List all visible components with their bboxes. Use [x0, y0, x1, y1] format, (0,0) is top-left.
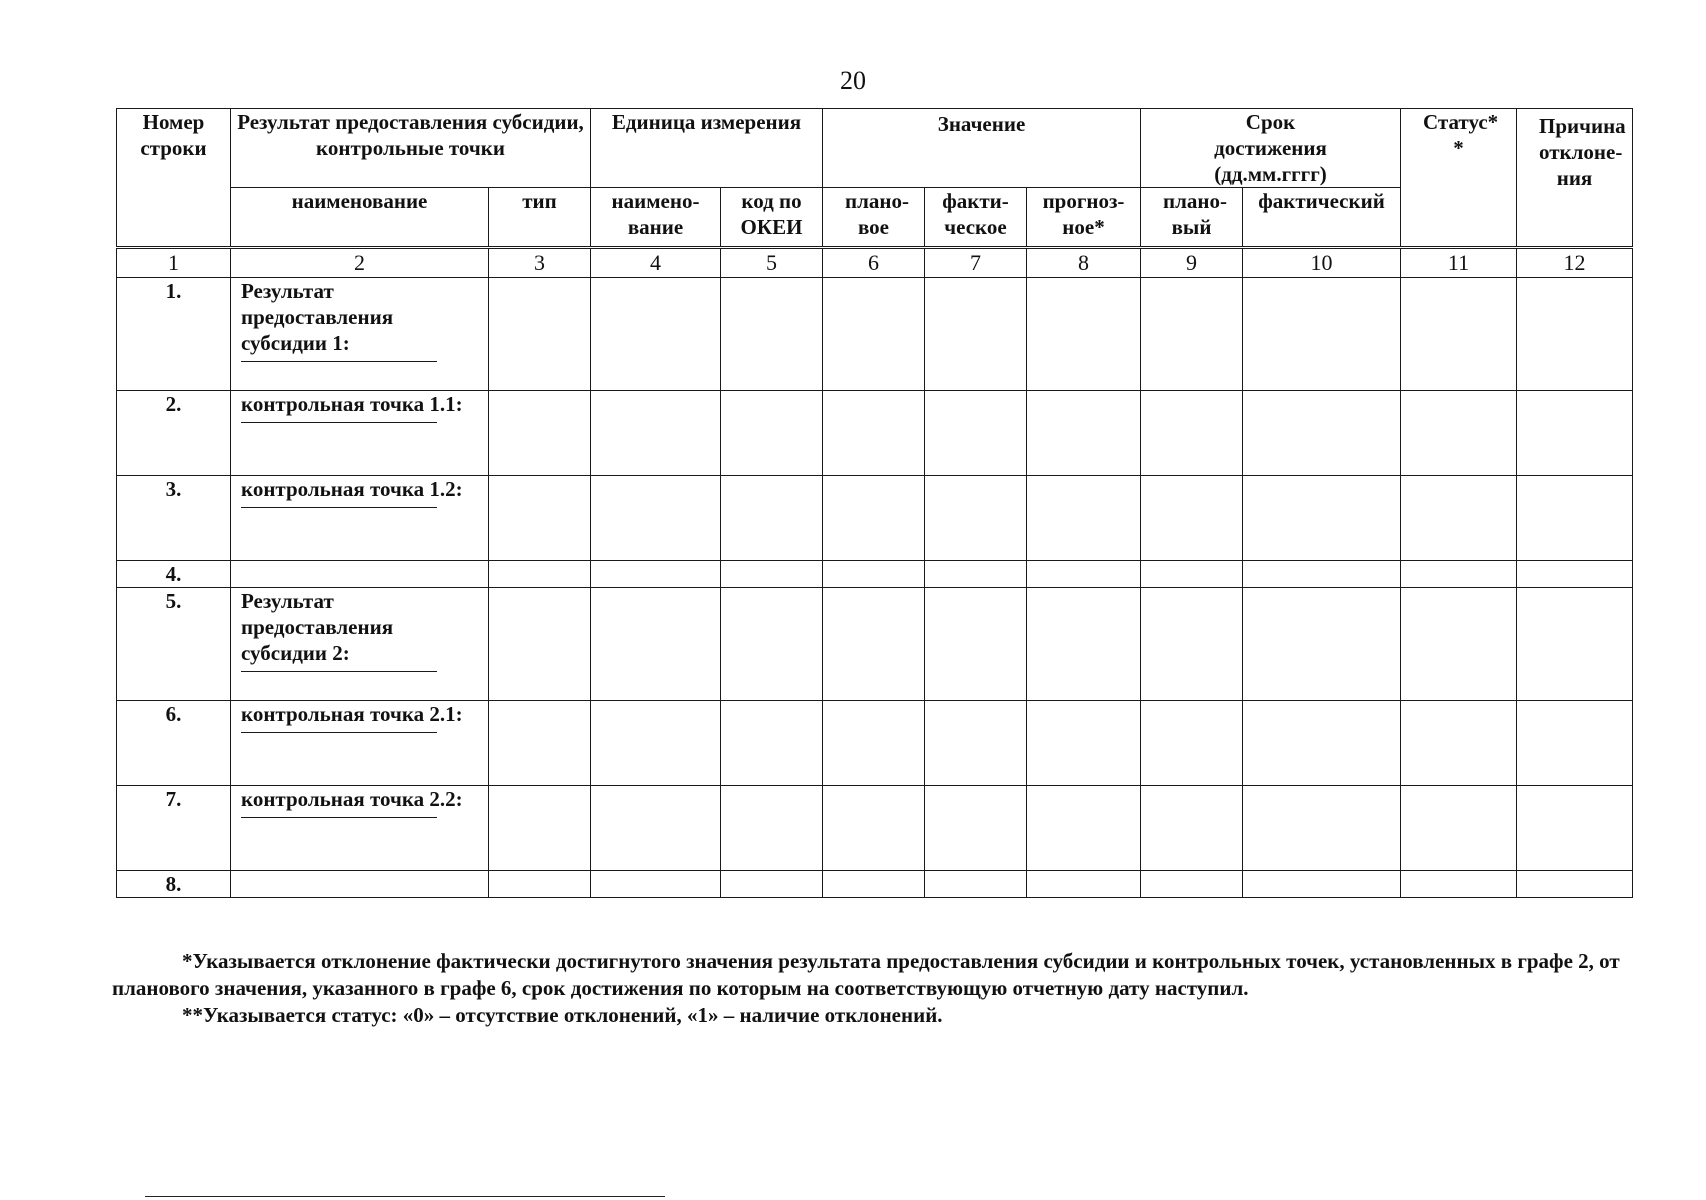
empty-cell[interactable]	[1243, 871, 1401, 898]
table-row	[117, 786, 1633, 871]
empty-cell[interactable]	[925, 871, 1027, 898]
row-number: 3.	[117, 476, 231, 561]
row-name-cell	[231, 476, 489, 561]
bottom-divider	[145, 1196, 665, 1197]
page-number: 20	[840, 66, 866, 95]
empty-cell[interactable]	[1141, 278, 1243, 391]
empty-cell[interactable]	[1027, 786, 1141, 871]
fill-in-line	[241, 816, 437, 818]
empty-cell[interactable]	[489, 278, 591, 391]
empty-cell[interactable]	[1401, 278, 1517, 391]
row-name: контрольная точка 1.1:	[241, 392, 463, 416]
empty-cell[interactable]	[823, 278, 925, 391]
empty-cell[interactable]	[489, 476, 591, 561]
row-name	[231, 561, 489, 588]
report-table	[116, 108, 1633, 898]
row-name-cell	[231, 391, 489, 476]
table-row	[117, 588, 1633, 701]
column-number: 4	[591, 248, 721, 278]
empty-cell[interactable]	[1401, 701, 1517, 786]
column-number: 3	[489, 248, 591, 278]
empty-cell[interactable]	[925, 701, 1027, 786]
empty-cell[interactable]	[591, 871, 721, 898]
empty-cell[interactable]	[1027, 701, 1141, 786]
empty-cell[interactable]	[1243, 278, 1401, 391]
table-row	[117, 561, 1633, 588]
empty-cell[interactable]	[1401, 476, 1517, 561]
empty-cell[interactable]	[489, 871, 591, 898]
column-number: 10	[1243, 248, 1401, 278]
empty-cell[interactable]	[925, 561, 1027, 588]
column-number: 1	[117, 248, 231, 278]
empty-cell[interactable]	[1401, 871, 1517, 898]
empty-cell[interactable]	[1027, 278, 1141, 391]
header-value: Значение	[823, 109, 1141, 188]
row-name: контрольная точка 1.2:	[241, 477, 463, 501]
row-number: 8.	[117, 871, 231, 898]
fill-in-line	[241, 731, 437, 733]
empty-cell[interactable]	[1141, 561, 1243, 588]
empty-cell[interactable]	[1141, 391, 1243, 476]
column-number: 9	[1141, 248, 1243, 278]
column-number: 8	[1027, 248, 1141, 278]
header-unit-name: наимено- вание	[591, 188, 721, 248]
empty-cell[interactable]	[823, 786, 925, 871]
header-status: Статус* *	[1401, 109, 1517, 248]
empty-cell[interactable]	[489, 701, 591, 786]
fill-in-line	[241, 360, 437, 362]
empty-cell[interactable]	[1401, 786, 1517, 871]
empty-cell[interactable]	[1141, 588, 1243, 701]
row-name: контрольная точка 2.2:	[241, 787, 463, 811]
empty-cell[interactable]	[1517, 588, 1633, 701]
empty-cell[interactable]	[721, 278, 823, 391]
empty-cell[interactable]	[591, 476, 721, 561]
row-name: Результат предоставления субсидии 1:	[241, 279, 394, 355]
empty-cell[interactable]	[1141, 786, 1243, 871]
table-row	[117, 391, 1633, 476]
empty-cell[interactable]	[823, 561, 925, 588]
empty-cell[interactable]	[1027, 871, 1141, 898]
header-row-1	[117, 109, 1633, 188]
row-name-cell	[231, 588, 489, 701]
empty-cell[interactable]	[721, 786, 823, 871]
header-planned-value: плано- вое	[823, 188, 925, 248]
empty-cell[interactable]	[1027, 476, 1141, 561]
empty-cell[interactable]	[925, 476, 1027, 561]
empty-cell[interactable]	[591, 588, 721, 701]
empty-cell[interactable]	[1517, 701, 1633, 786]
empty-cell[interactable]	[591, 278, 721, 391]
empty-cell[interactable]	[925, 391, 1027, 476]
header-okei-code: код по ОКЕИ	[721, 188, 823, 248]
table-row	[117, 871, 1633, 898]
empty-cell[interactable]	[1401, 561, 1517, 588]
header-deadline-planned: плано- вый	[1141, 188, 1243, 248]
empty-cell[interactable]	[591, 561, 721, 588]
empty-cell[interactable]	[721, 391, 823, 476]
row-name: Результат предоставления субсидии 2:	[241, 589, 394, 665]
column-number: 5	[721, 248, 823, 278]
empty-cell[interactable]	[1517, 871, 1633, 898]
empty-cell[interactable]	[1243, 561, 1401, 588]
empty-cell[interactable]	[489, 588, 591, 701]
empty-cell[interactable]	[721, 476, 823, 561]
empty-cell[interactable]	[1027, 391, 1141, 476]
empty-cell[interactable]	[823, 391, 925, 476]
empty-cell[interactable]	[1141, 701, 1243, 786]
row-number: 4.	[117, 561, 231, 588]
empty-cell[interactable]	[1243, 701, 1401, 786]
empty-cell[interactable]	[1517, 391, 1633, 476]
empty-cell[interactable]	[721, 561, 823, 588]
header-result: Результат предоставления субсидии, контрольные точки	[231, 109, 591, 188]
table-row	[117, 701, 1633, 786]
column-number: 11	[1401, 248, 1517, 278]
empty-cell[interactable]	[591, 701, 721, 786]
fill-in-line	[241, 506, 437, 508]
empty-cell[interactable]	[721, 871, 823, 898]
table-row	[117, 476, 1633, 561]
header-deadline-actual: фактический	[1243, 188, 1401, 248]
column-number: 6	[823, 248, 925, 278]
header-forecast-value: прогноз- ное*	[1027, 188, 1141, 248]
column-number: 2	[231, 248, 489, 278]
row-number: 5.	[117, 588, 231, 701]
header-actual-value: факти- ческое	[925, 188, 1027, 248]
row-name: контрольная точка 2.1:	[241, 702, 463, 726]
empty-cell[interactable]	[1517, 786, 1633, 871]
header-name: наименование	[231, 188, 489, 248]
empty-cell[interactable]	[823, 588, 925, 701]
empty-cell[interactable]	[1517, 278, 1633, 391]
empty-cell[interactable]	[1027, 588, 1141, 701]
header-unit: Единица измерения	[591, 109, 823, 188]
empty-cell[interactable]	[1517, 561, 1633, 588]
empty-cell[interactable]	[489, 391, 591, 476]
header-deadline: Срок достижения (дд.мм.гггг)	[1141, 109, 1401, 188]
empty-cell[interactable]	[1027, 561, 1141, 588]
empty-cell[interactable]	[591, 786, 721, 871]
column-number: 12	[1517, 248, 1633, 278]
row-name-cell	[231, 701, 489, 786]
empty-cell[interactable]	[823, 701, 925, 786]
empty-cell[interactable]	[591, 391, 721, 476]
row-number: 2.	[117, 391, 231, 476]
empty-cell[interactable]	[1401, 588, 1517, 701]
footnotes	[112, 948, 1632, 1029]
empty-cell[interactable]	[925, 786, 1027, 871]
row-number: 6.	[117, 701, 231, 786]
empty-cell[interactable]	[721, 701, 823, 786]
footnote-deviation: *Указывается отклонение фактически достигнутого значения результата предоставления субсидии и контрольных точек, установленных в графе 2, от планового значения, указанного в графе 6, срок достижения по которым на соответствующую отчетную дату наступил.	[112, 949, 1620, 1000]
empty-cell[interactable]	[1243, 786, 1401, 871]
empty-cell[interactable]	[489, 786, 591, 871]
table-row	[117, 278, 1633, 391]
empty-cell[interactable]	[823, 476, 925, 561]
row-number: 1.	[117, 278, 231, 391]
row-name	[231, 871, 489, 898]
row-number: 7.	[117, 786, 231, 871]
header-type: тип	[489, 188, 591, 248]
empty-cell[interactable]	[925, 278, 1027, 391]
empty-cell[interactable]	[1141, 476, 1243, 561]
column-number: 7	[925, 248, 1027, 278]
header-reason: Причина отклоне- ния	[1517, 109, 1633, 248]
empty-cell[interactable]	[489, 561, 591, 588]
empty-cell[interactable]	[823, 871, 925, 898]
empty-cell[interactable]	[1141, 871, 1243, 898]
column-numbers-row	[117, 248, 1633, 278]
row-name-cell	[231, 278, 489, 391]
footnote-status: **Указывается статус: «0» – отсутствие отклонений, «1» – наличие отклонений.	[182, 1003, 943, 1027]
fill-in-line	[241, 421, 437, 423]
empty-cell[interactable]	[925, 588, 1027, 701]
empty-cell[interactable]	[1243, 391, 1401, 476]
empty-cell[interactable]	[721, 588, 823, 701]
empty-cell[interactable]	[1401, 391, 1517, 476]
empty-cell[interactable]	[1243, 476, 1401, 561]
fill-in-line	[241, 670, 437, 672]
header-row-number: Номер строки	[117, 109, 231, 248]
empty-cell[interactable]	[1243, 588, 1401, 701]
empty-cell[interactable]	[1517, 476, 1633, 561]
row-name-cell	[231, 786, 489, 871]
